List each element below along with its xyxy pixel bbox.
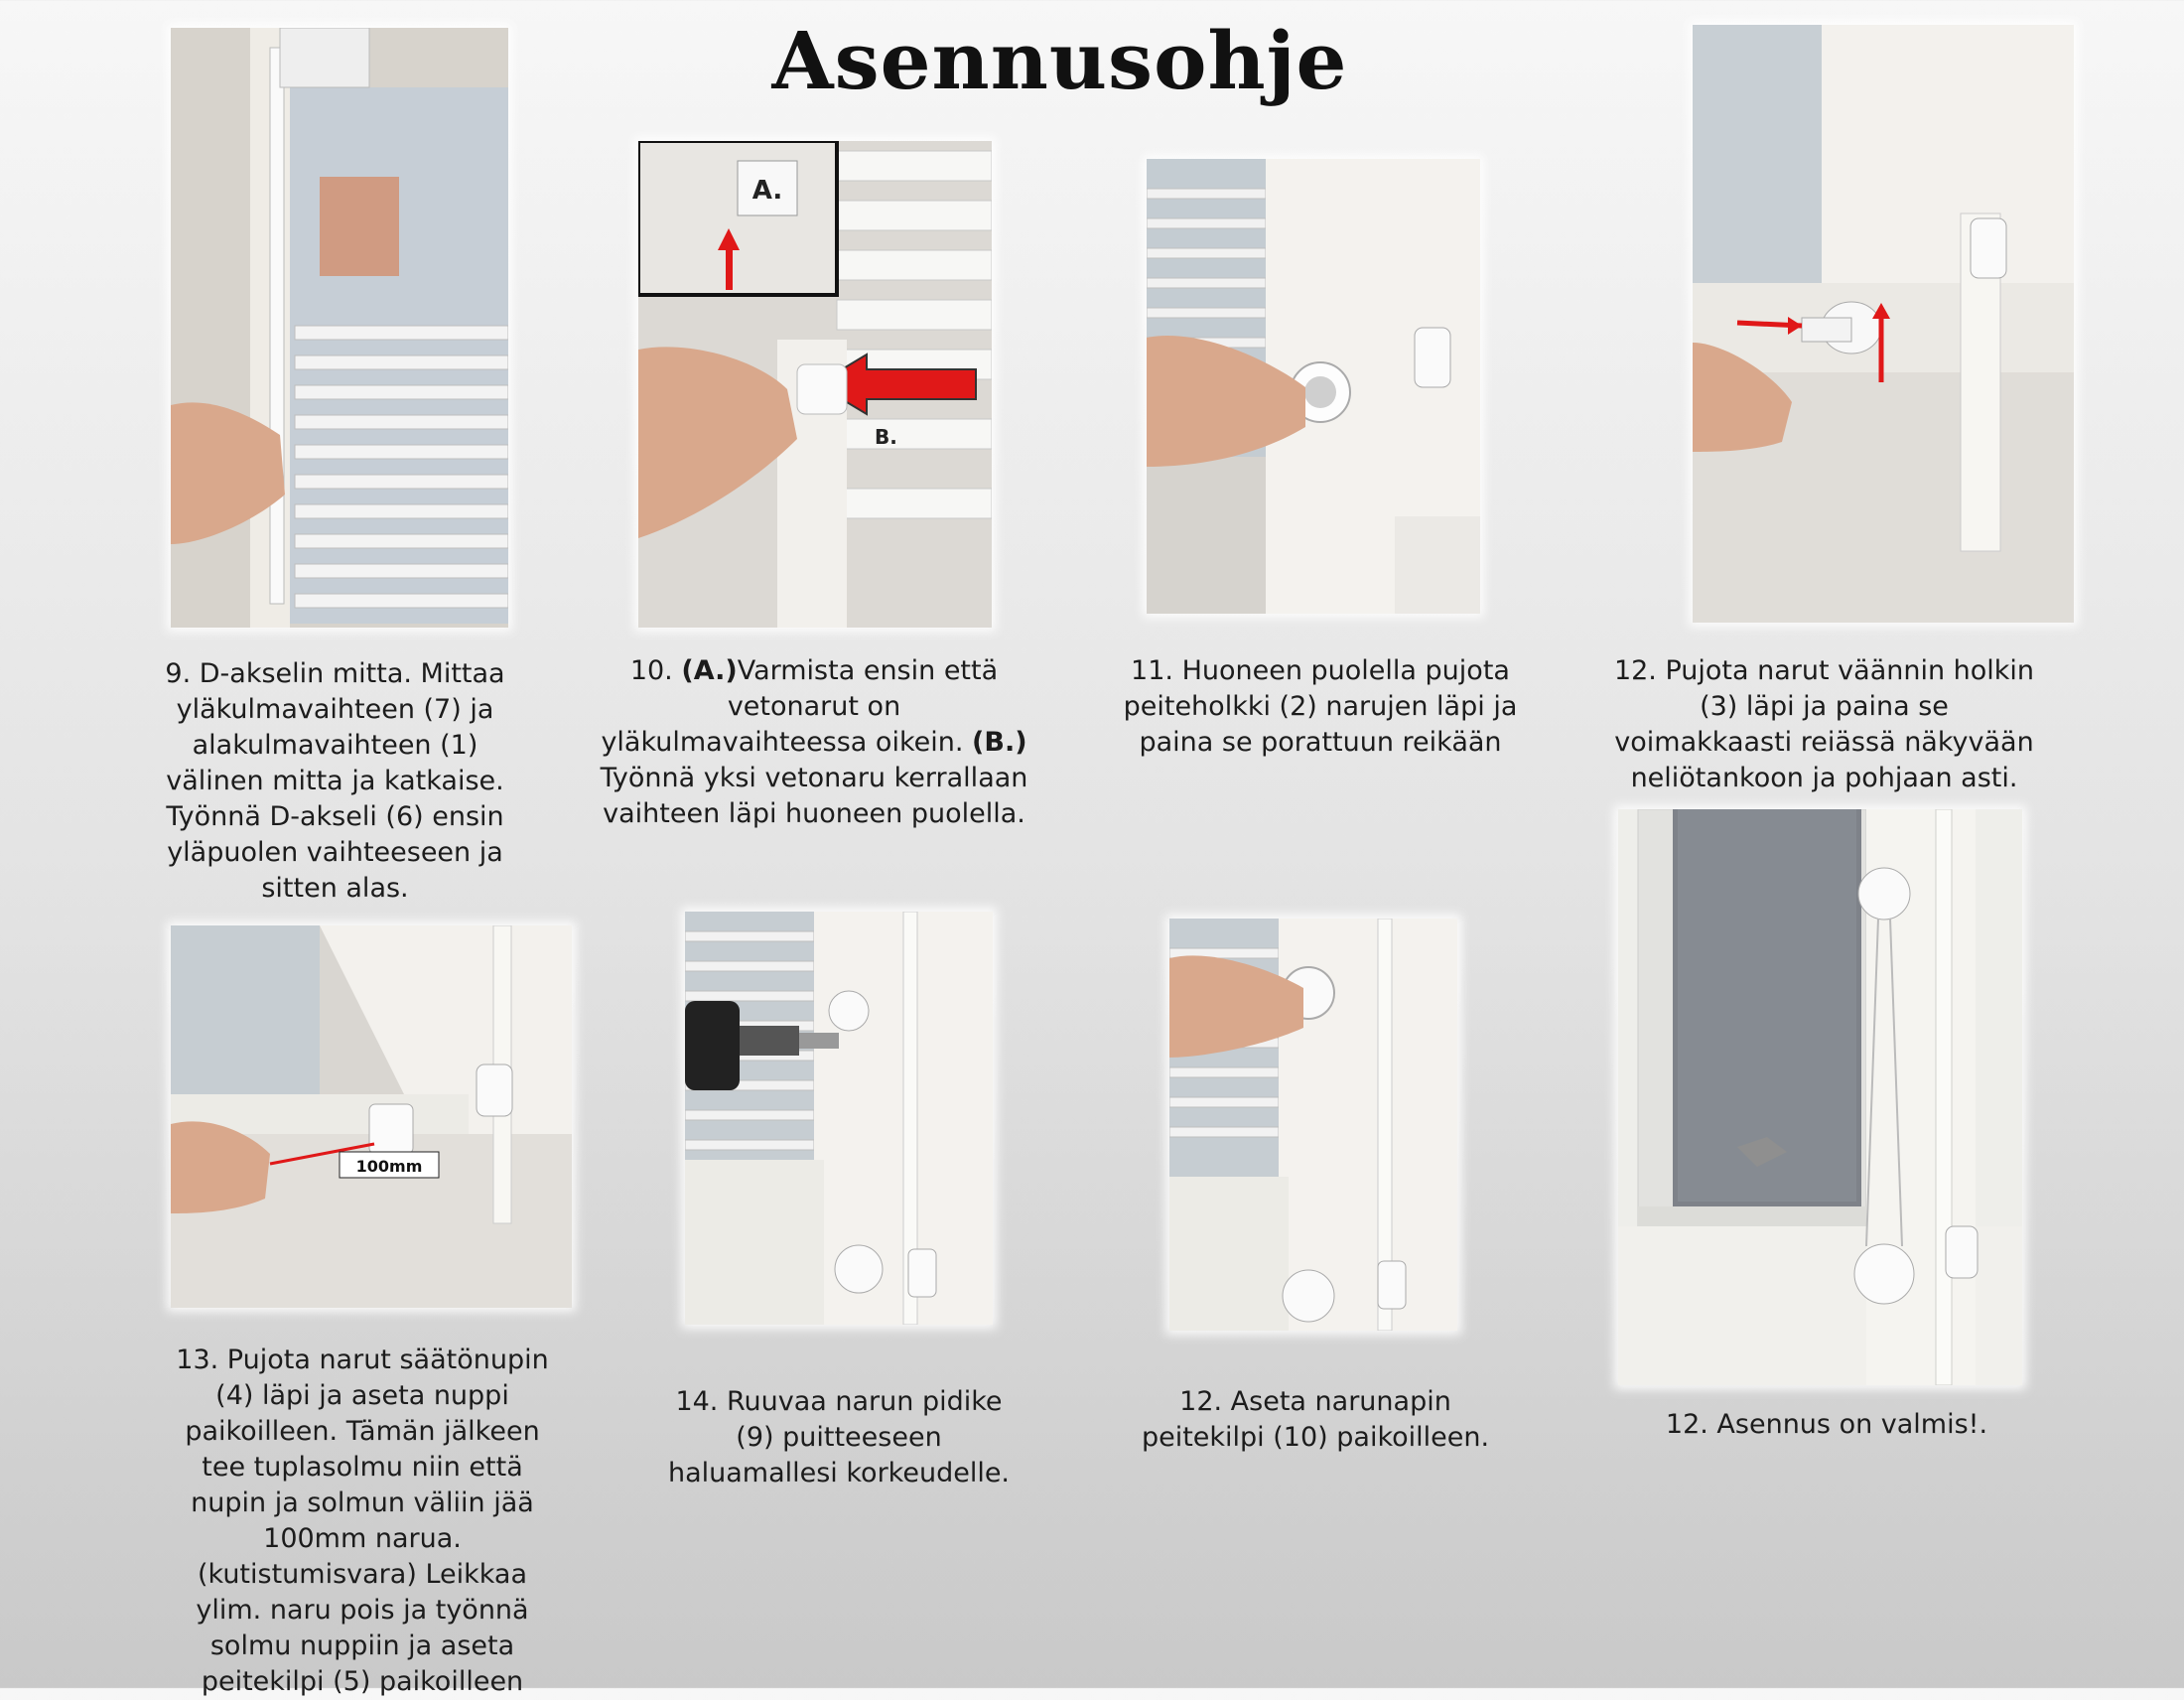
window-blind-illustration (171, 28, 508, 628)
photo-label-b: B. (875, 425, 897, 449)
photo-step-9 (171, 28, 508, 628)
caption-step-13: 13. Pujota narut säätönupin (4) läpi ja aseta nuppi paikoilleen. Tämän jälkeen tee tuplasolmu niin että nupin ja solmun väliin jää 100mm narua. (kutistumisvara) Leikkaa ylim. naru pois ja työnnä solmu nuppiin ja aseta peitekilpi (5) paikoilleen (176, 1345, 549, 1697)
photo-label-100mm: 100mm (355, 1157, 423, 1176)
photo-step-12b (1169, 919, 1457, 1331)
caption-step-10-a-label: (A.) (681, 655, 738, 686)
photo-step-14 (685, 912, 993, 1325)
photo-step-11 (1147, 159, 1480, 614)
knob-knot-illustration (171, 925, 572, 1308)
crank-sleeve-illustration (1693, 25, 2074, 623)
photo-step-10 (638, 141, 992, 628)
caption-step-12b: 12. Aseta narunapin peitekilpi (10) paikoilleen. (1141, 1386, 1490, 1453)
caption-step-14: 14. Ruuvaa narun pidike (9) puitteeseen haluamallesi korkeudelle. (667, 1386, 1011, 1488)
caption-step-10 (591, 653, 1037, 832)
photo-step-12c (1618, 809, 2022, 1385)
caption-step-10-a-text: Varmista ensin että vetonarut on yläkulmavaihteessa oikein. (601, 655, 999, 758)
photo-step-12a (1693, 25, 2074, 623)
caption-step-10-b-label: (B.) (972, 727, 1027, 758)
screw-holder-illustration (685, 912, 993, 1325)
caption-step-9: 9. D-akselin mitta. Mittaa yläkulmavaihteen (7) ja alakulmavaihteen (1) välinen mitta ja katkaise. Työnnä D-akseli (6) ensin yläpuolen vaihteeseen ja sitten alas. (165, 658, 505, 904)
caption-step-10-b-text: Työnnä yksi vetonaru kerrallaan vaihteen läpi huoneen puolella. (600, 763, 1028, 829)
page-title: Asennusohje (771, 14, 1348, 107)
finished-installation-illustration (1618, 809, 2022, 1385)
corner-gear-illustration (638, 141, 992, 628)
caption-step-12a: 12. Pujota narut väännin holkin (3) läpi ja paina se voimakkaasti reiässä näkyvään neliötankoon ja pohjaan asti. (1613, 655, 2035, 793)
sleeve-insert-illustration (1147, 159, 1480, 614)
caption-step-10-prefix: 10. (629, 655, 682, 686)
photo-step-13 (171, 925, 572, 1308)
caption-step-12c: 12. Asennus on valmis!. (1665, 1409, 1988, 1440)
cover-plate-illustration (1169, 919, 1457, 1331)
photo-label-a: A. (751, 176, 783, 206)
caption-step-11: 11. Huoneen puolella pujota peiteholkki (2) narujen läpi ja paina se porattuun reikään (1123, 655, 1518, 758)
